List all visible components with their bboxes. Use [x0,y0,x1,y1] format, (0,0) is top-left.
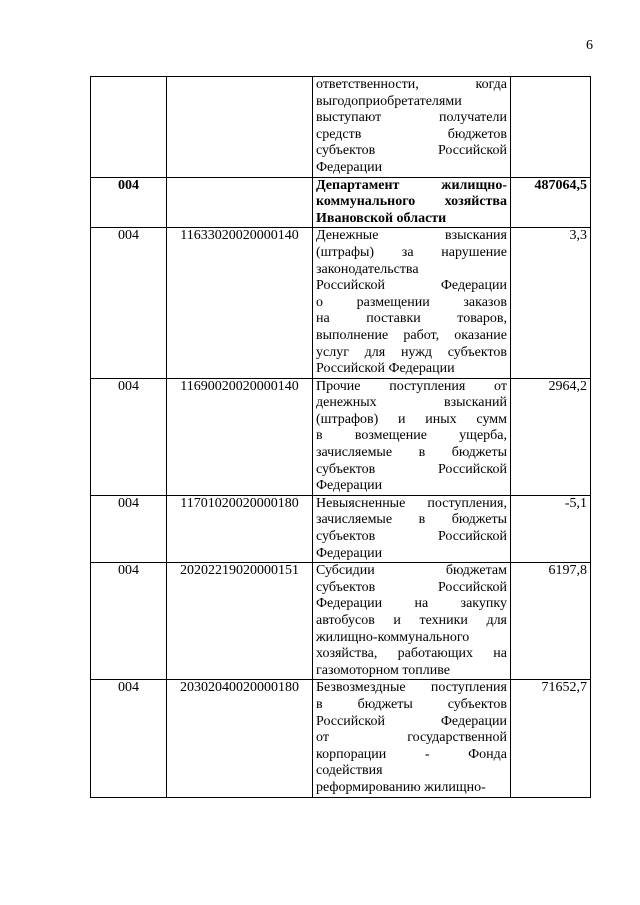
admin-code-cell: 004 [91,177,167,228]
revenue-name-line: Невыясненные поступления, [316,495,507,511]
revenue-name-line: субъектов Российской [316,461,507,477]
table-row [91,563,591,680]
revenue-name-line: денежных взысканий [316,395,507,411]
revenue-code-cell [167,177,313,228]
revenue-name-line: на поставки товаров, [316,311,507,327]
revenue-name-line: коммунального хозяйства [316,194,507,210]
revenue-name-line: выгодоприобретателями [316,93,462,109]
revenue-name-line: в возмещение ущерба, [316,428,507,444]
revenue-name-line: в бюджеты субъектов [316,696,507,712]
table-row [91,495,591,562]
revenue-name-line: субъектов Российской [316,529,507,545]
revenue-name-line: Федерации [316,545,383,561]
admin-code-cell: 004 [91,228,167,378]
revenue-name-line: выступают получатели [316,110,507,126]
admin-code-cell: 004 [91,680,167,797]
revenue-name-line: Прочие поступления от [316,378,507,394]
revenue-name-line: зачисляемые в бюджеты [316,512,507,528]
revenue-name-line: хозяйства, работающих на [316,646,507,662]
revenue-name-line: субъектов Российской [316,579,507,595]
admin-code-cell [91,77,167,178]
revenue-name-line: законодательства [316,261,419,277]
revenue-name-cell [313,495,511,562]
admin-code-cell: 004 [91,495,167,562]
revenue-name-line: корпорации - Фонда [316,746,507,762]
revenue-name-line: Российской Федерации [316,278,507,294]
revenue-name-line: от государственной [316,730,507,746]
amount-cell: 487064,5 [511,177,591,228]
admin-code-cell: 004 [91,378,167,495]
amount-cell: 3,3 [511,228,591,378]
revenue-name-line: субъектов Российской [316,143,507,159]
revenue-name-line: Департамент жилищно- [316,177,507,193]
page-number: 6 [586,38,593,53]
revenue-code-cell: 11701020020000180 [167,495,313,562]
revenue-name-line: Федерации [316,159,383,175]
revenue-name-line: газомоторном топливе [316,662,450,678]
revenue-name-line: Российской Федерации [316,713,507,729]
amount-cell: 71652,7 [511,680,591,797]
revenue-name-line: жилищно-коммунального [316,629,470,645]
revenue-name-cell [313,228,511,378]
revenue-name-line: средств бюджетов [316,126,507,142]
revenue-name-line: Федерации [316,478,383,494]
budget-revenue-table [90,76,591,798]
revenue-code-cell: 11633020020000140 [167,228,313,378]
revenue-code-cell: 20202219020000151 [167,563,313,680]
revenue-name-line: зачисляемые в бюджеты [316,445,507,461]
revenue-name-line: Федерации на закупку [316,596,507,612]
revenue-name-cell [313,563,511,680]
table-row [91,77,591,178]
revenue-name-line: автобусов и техники для [316,613,507,628]
revenue-code-cell: 11690020020000140 [167,378,313,495]
amount-cell: -5,1 [511,495,591,562]
table-row [91,680,591,797]
revenue-name-cell [313,177,511,228]
amount-cell [511,77,591,178]
revenue-name-line: Денежные взыскания [316,228,507,244]
revenue-name-cell [313,77,511,178]
revenue-name-line: (штрафов) и иных сумм [316,411,507,427]
table-row [91,177,591,228]
revenue-name-line: Субсидии бюджетам [316,563,507,579]
revenue-name-line: Ивановской области [316,210,447,226]
revenue-name-cell [313,680,511,797]
table-row [91,378,591,495]
revenue-name-line: Безвозмездные поступления [316,680,507,696]
revenue-name-cell [313,378,511,495]
revenue-name-line: Российской Федерации [316,361,455,377]
revenue-name-line: содействия [316,763,383,779]
table-body [91,77,591,798]
table-row [91,228,591,378]
admin-code-cell: 004 [91,563,167,680]
revenue-name-line: ответственности, когда [316,77,507,92]
revenue-name-line: услуг для нужд субъектов [316,344,507,360]
amount-cell: 2964,2 [511,378,591,495]
revenue-code-cell [167,77,313,178]
revenue-name-line: реформированию жилищно- [316,779,486,795]
revenue-name-line: выполнение работ, оказание [316,327,507,343]
amount-cell: 6197,8 [511,563,591,680]
revenue-name-line: о размещении заказов [316,294,507,310]
revenue-name-line: (штрафы) за нарушение [316,244,507,260]
revenue-code-cell: 20302040020000180 [167,680,313,797]
